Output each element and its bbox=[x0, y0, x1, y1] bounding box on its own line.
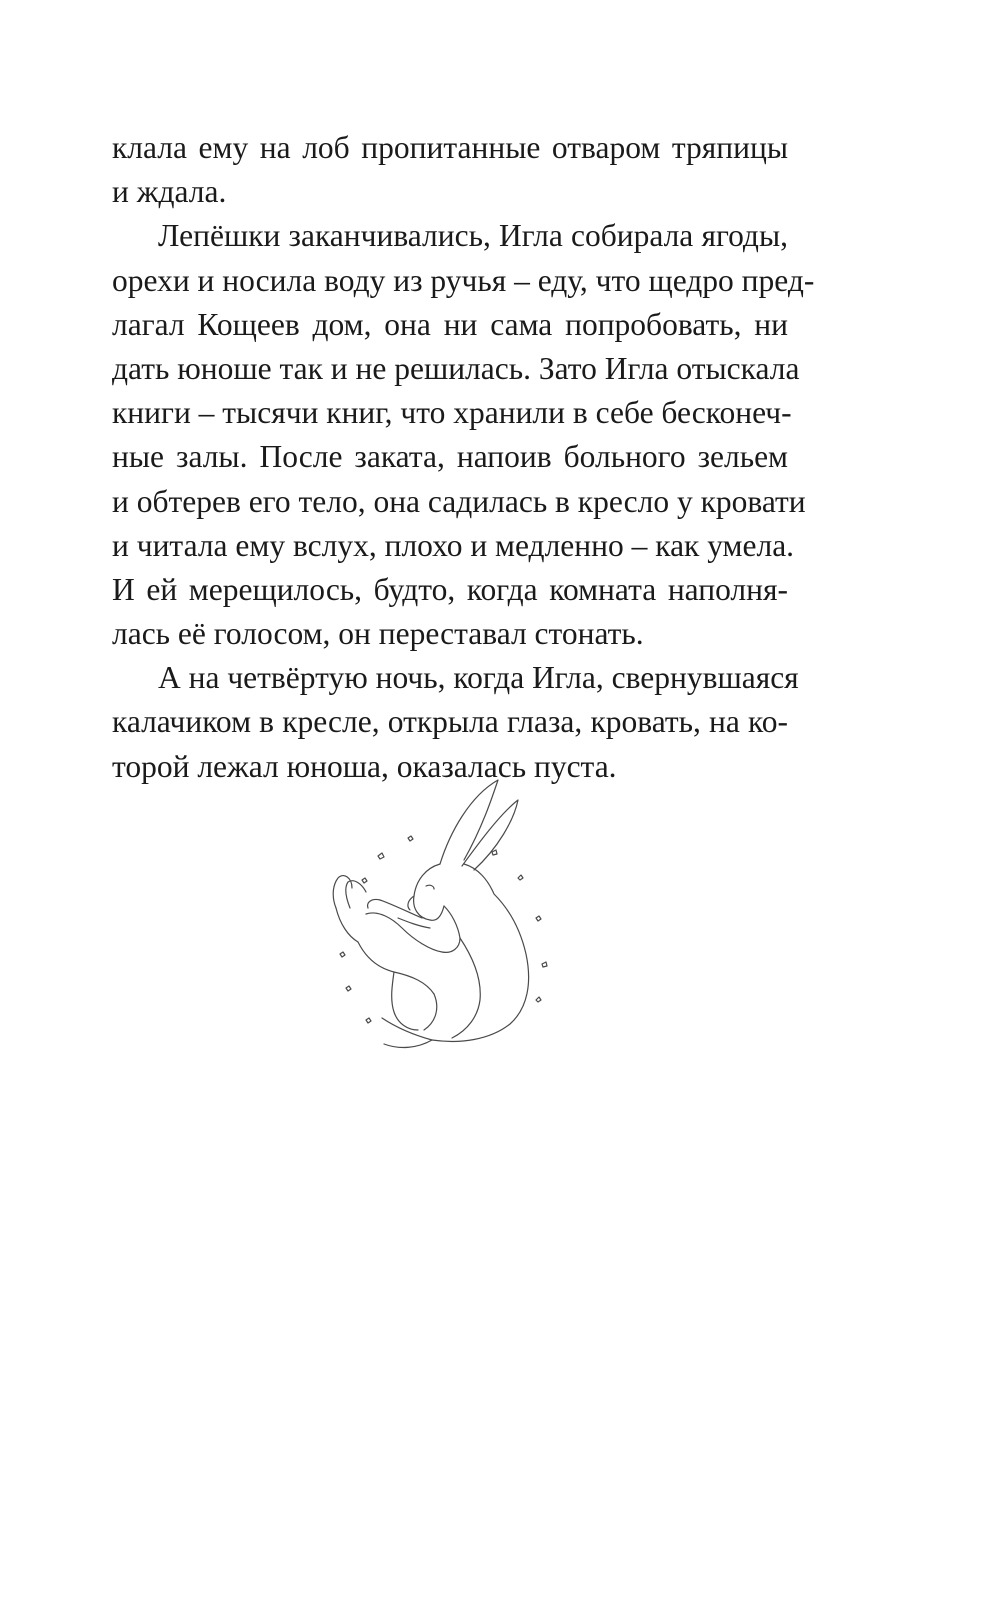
hare-drawing bbox=[322, 768, 554, 1078]
text-line: лась её голосом, он переставал стонать. bbox=[112, 616, 644, 652]
text-line: торой лежал юноша, оказалась пуста. bbox=[112, 748, 617, 784]
text-line: орехи и носила воду из ручья – еду, что щедро пред- bbox=[112, 262, 815, 298]
text-line: калачиком в кресле, открыла глаза, кровать, на ко- bbox=[112, 704, 788, 740]
text-line: И ей мерещилось, будто, когда комната наполня- bbox=[112, 571, 788, 607]
page-text bbox=[112, 126, 815, 789]
text-line: и читала ему вслух, плохо и медленно – как умела. bbox=[112, 527, 795, 563]
text-line: книги – тысячи книг, что хранили в себе бесконеч- bbox=[112, 395, 792, 431]
text-line: Лепёшки заканчивались, Игла собирала ягоды, bbox=[158, 218, 788, 254]
sleeping-hare-illustration bbox=[322, 768, 554, 1078]
text-line: дать юноше так и не решилась. Зато Игла отыскала bbox=[112, 350, 800, 386]
text-line: лагал Кощеев дом, она ни сама попробовать, ни bbox=[112, 306, 788, 342]
text-line: и ждала. bbox=[112, 174, 227, 210]
text-line: клала ему на лоб пропитанные отваром тряпицы bbox=[112, 130, 788, 165]
text-line: и обтерев его тело, она садилась в кресло у кровати bbox=[112, 483, 806, 519]
text-line: ные залы. После заката, напоив больного зельем bbox=[112, 439, 788, 475]
text-line: А на четвёртую ночь, когда Игла, свернувшаяся bbox=[158, 660, 799, 696]
